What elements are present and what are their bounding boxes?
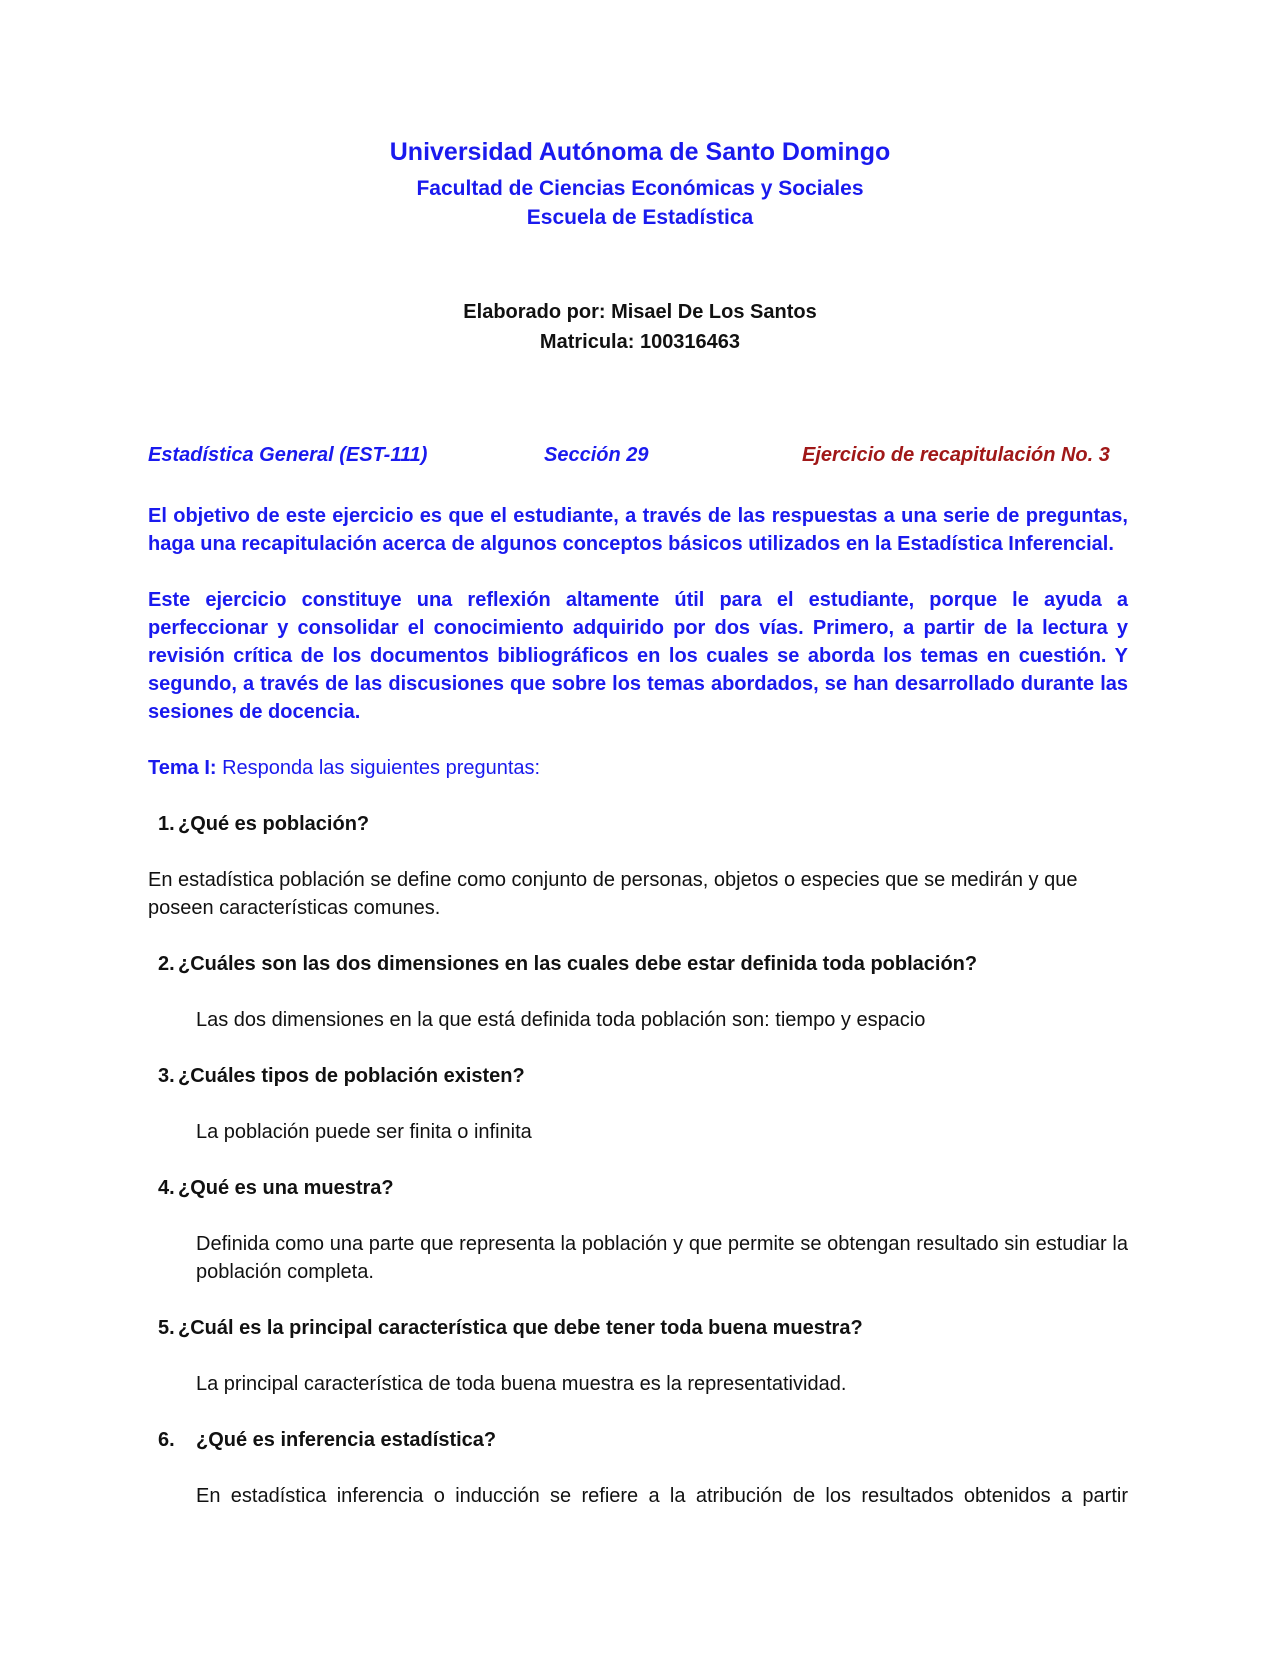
answer-5: La principal característica de toda buena muestra es la representatividad. [196, 1373, 847, 1395]
question-text: ¿Cuáles son las dos dimensiones en las cuales debe estar definida toda población? [178, 953, 978, 975]
objective-paragraph: El objetivo de este ejercicio es que el estudiante, a través de las respuestas a una serie de preguntas, haga una recapitulación acerca de algunos conceptos básicos utilizados en la Estadística Inferencial. [148, 505, 1128, 555]
answer-4: Definida como una parte que representa la población y que permite se obtengan resultado sin estudiar la población completa. [196, 1233, 1128, 1283]
course-section: Sección 29 [544, 444, 649, 466]
question-text: ¿Qué es población? [178, 813, 370, 835]
question-text: ¿Qué es inferencia estadística? [196, 1429, 497, 1451]
matricula-line: Matricula: 100316463 [539, 331, 741, 353]
question-number: 2. [158, 953, 175, 975]
answer-2: Las dos dimensiones en la que está definida toda población son: tiempo y espacio [196, 1009, 926, 1031]
faculty-title: Facultad de Ciencias Económicas y Sociales [416, 177, 864, 200]
question-1 [158, 810, 369, 838]
question-2 [158, 950, 977, 978]
question-text: ¿Cuáles tipos de población existen? [178, 1065, 525, 1087]
school-title: Escuela de Estadística [526, 206, 754, 229]
exercise-title: Ejercicio de recapitulación No. 3 [802, 444, 1110, 466]
question-text: ¿Cuál es la principal característica que debe tener toda buena muestra? [178, 1317, 863, 1339]
question-number: 5. [158, 1317, 175, 1339]
question-text: ¿Qué es una muestra? [178, 1177, 394, 1199]
question-number: 4. [158, 1177, 175, 1199]
answer-1: En estadística población se define como conjunto de personas, objetos o especies que se medirán y que poseen características comunes. [148, 869, 1078, 919]
question-4 [158, 1174, 394, 1202]
answer-3: La población puede ser finita o infinita [196, 1121, 532, 1143]
question-3 [158, 1062, 525, 1090]
question-number: 1. [158, 813, 175, 835]
question-number: 6. [158, 1429, 175, 1451]
topic-label: Tema I: [148, 757, 217, 779]
topic-line [148, 754, 1128, 782]
course-info-row [148, 444, 1128, 474]
question-number: 3. [158, 1065, 175, 1087]
author-line: Elaborado por: Misael De Los Santos [463, 301, 817, 323]
topic-instruction: Responda las siguientes preguntas: [216, 757, 541, 779]
question-5 [158, 1314, 863, 1342]
course-name: Estadística General (EST-111) [148, 444, 428, 466]
question-6 [158, 1426, 496, 1454]
university-title: Universidad Autónoma de Santo Domingo [389, 138, 891, 166]
answer-6: En estadística inferencia o inducción se refiere a la atribución de los resultados obtenidos a partir [196, 1485, 1128, 1507]
reflection-paragraph: Este ejercicio constituye una reflexión altamente útil para el estudiante, porque le ayuda a perfeccionar y consolidar el conocimiento adquirido por dos vías. Primero, a partir de la lectura y revisión crítica de los documentos bibliográficos en los cuales se aborda los temas en cuestión. Y segundo, a través de las discusiones que sobre los temas abordados, se han desarrollado durante las sesiones de docencia. [148, 589, 1128, 723]
